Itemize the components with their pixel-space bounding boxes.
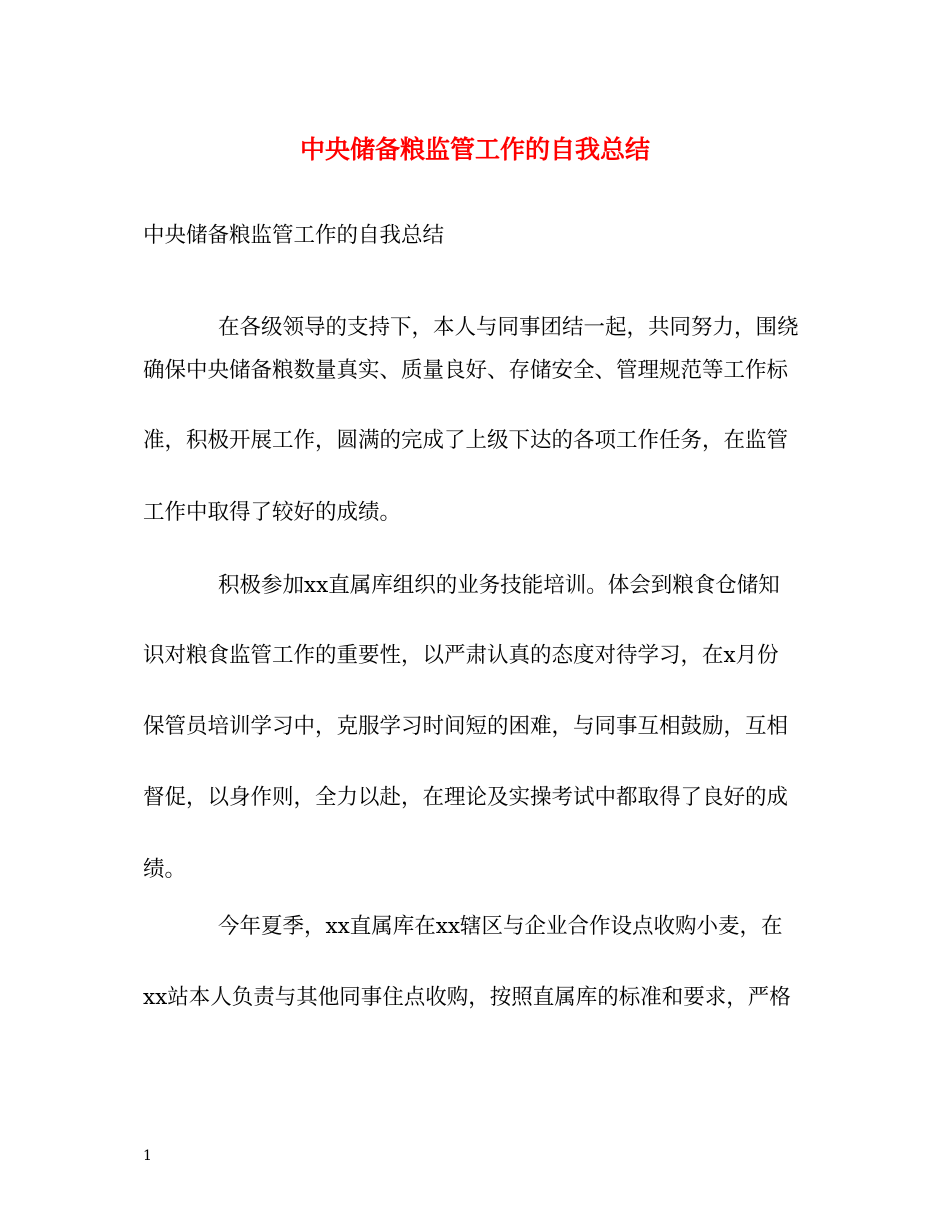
body-line: 绩。: [143, 857, 187, 882]
body-line: 识对粮食监管工作的重要性，以严肃认真的态度对待学习，在x月份: [143, 643, 779, 668]
body-line: 工作中取得了较好的成绩。: [143, 500, 402, 525]
body-line: 保管员培训学习中，克服学习时间短的困难，与同事互相鼓励，互相: [143, 714, 789, 739]
body-line: 积极参加xx直属库组织的业务技能培训。体会到粮食仓储知: [218, 573, 780, 598]
body-line: 今年夏季，xx直属库在xx辖区与企业合作设点收购小麦，在: [218, 914, 783, 939]
body-line: xx站本人负责与其他同事住点收购，按照直属库的标准和要求，严格: [143, 985, 791, 1010]
body-line: 准，积极开展工作，圆满的完成了上级下达的各项工作任务，在监管: [143, 428, 789, 453]
body-line: 在各级领导的支持下，本人与同事团结一起，共同努力，围绕: [218, 315, 799, 340]
body-line: 中央储备粮监管工作的自我总结: [143, 223, 445, 248]
body-line: 督促，以身作则，全力以赴，在理论及实操考试中都取得了良好的成: [143, 785, 789, 810]
body-line: 确保中央储备粮数量真实、质量良好、存储安全、管理规范等工作标: [143, 358, 789, 383]
document-title: 中央储备粮监管工作的自我总结: [299, 135, 650, 164]
page-number: 1: [143, 1148, 152, 1164]
